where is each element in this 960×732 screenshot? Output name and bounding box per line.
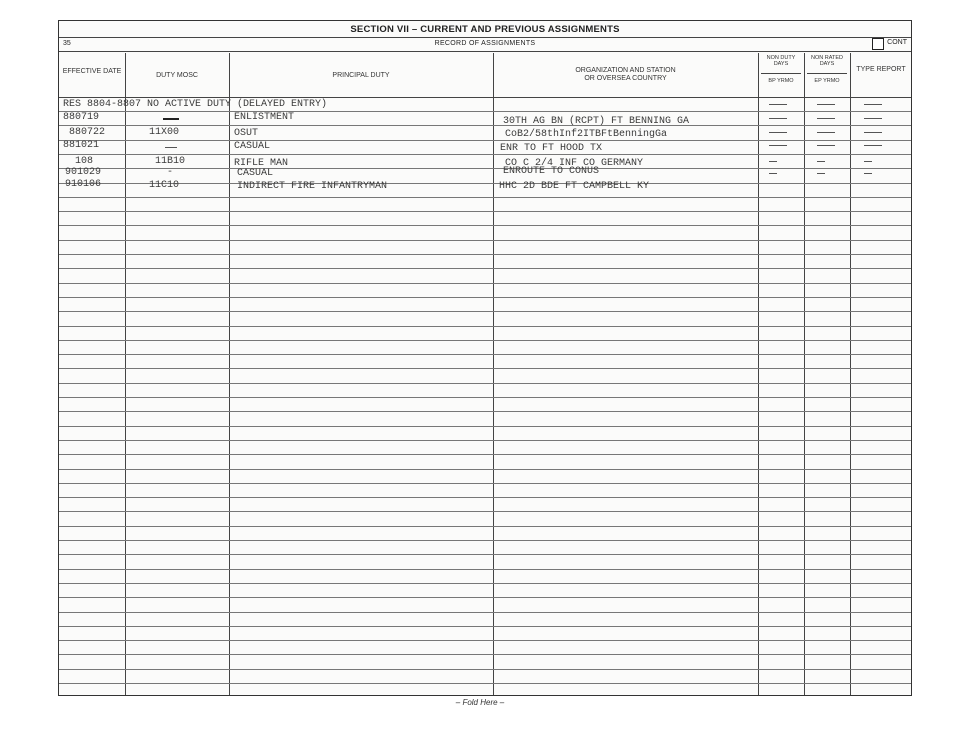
ruled-line [59,569,911,570]
ruled-line [59,669,911,670]
day-dash-mark [864,104,882,105]
column-divider [229,53,230,695]
row-3-org: ENR TO FT HOOD TX [500,143,603,154]
header-non-rated-days: NON RATED DAYS [811,55,843,67]
row-5-date: 901029 [65,167,102,178]
ruled-line [59,154,911,155]
column-divider [493,53,494,695]
ruled-line [59,254,911,255]
ruled-line [59,326,911,327]
ruled-line [59,383,911,384]
ruled-line [59,654,911,655]
row-4-date: 108 [75,156,94,167]
day-dash-mark [769,132,787,133]
ruled-line [59,640,911,641]
item-number: 35 [63,40,71,47]
day-dash-mark [864,161,872,162]
ruled-line [59,483,911,484]
row-6-mosc: 11C10 [149,180,180,191]
header-principal-duty: PRINCIPAL DUTY [332,72,390,79]
header-bottom-border [59,97,911,98]
row-2-date: 880722 [69,127,106,138]
ruled-line [59,125,911,126]
row-6-duty: INDIRECT FIRE INFANTRYMAN [237,181,388,192]
cont-label: CONT [887,39,907,46]
ruled-line [59,354,911,355]
assignment-record-form [58,20,912,696]
header-organization-line1: ORGANIZATION AND STATION [575,67,676,74]
day-dash-mark [817,118,835,119]
ruled-line [59,612,911,613]
day-dash-mark [769,118,787,119]
cont-checkbox[interactable] [872,38,884,50]
header-non-duty-days: NON DUTY DAYS [766,55,796,67]
day-dash-mark [817,132,835,133]
row-delayed-entry: RES 8804-8807 NO ACTIVE DUTY (DELAYED ENTRY) [63,99,328,110]
column-divider [758,53,759,695]
header-type-report: TYPE REPORT [856,66,906,73]
fold-here-label: – Fold Here – [455,698,505,707]
ruled-line [59,411,911,412]
ruled-line [59,368,911,369]
row-2-mosc: 11X00 [149,127,180,138]
day-dash-mark [864,145,882,146]
ruled-line [59,540,911,541]
row-3-mosc-dash [165,147,177,148]
divider [59,51,911,52]
record-title: RECORD OF ASSIGNMENTS [434,40,536,47]
row-1-mosc-dash [163,118,179,120]
divider [59,37,911,38]
ruled-line [59,311,911,312]
column-divider [125,53,126,695]
day-dash-mark [817,161,825,162]
ruled-line [59,583,911,584]
row-1-org: 30TH AG BN (RCPT) FT BENNING GA [503,116,690,127]
day-dash-mark [817,145,835,146]
row-4-org: CO C 2/4 INF CO GERMANY [505,158,644,169]
day-dash-mark [817,173,825,174]
ruled-line [59,211,911,212]
ruled-line [59,240,911,241]
column-divider [804,53,805,695]
ruled-line [59,526,911,527]
ruled-line [59,225,911,226]
header-duty-mosc: DUTY MOSC [156,72,198,79]
row-4-duty: RIFLE MAN [234,158,289,169]
day-dash-mark [769,104,787,105]
ruled-line [59,140,911,141]
ruled-line [59,440,911,441]
header-bp-yrmo: BP YRMO [768,78,794,84]
ruled-line [59,626,911,627]
ruled-line [59,111,911,112]
ruled-line [59,340,911,341]
ruled-line [59,168,911,169]
day-dash-mark [864,118,882,119]
section-title: SECTION VII – CURRENT AND PREVIOUS ASSIGNMENTS [350,24,620,35]
ruled-line [59,554,911,555]
row-6-date: 910106 [65,179,102,190]
row-1-duty: ENLISTMENT [234,112,295,123]
row-2-org: CoB2/58thInf2ITBFtBenningGa [505,129,668,140]
day-dash-mark [769,161,777,162]
ruled-line [59,597,911,598]
ruled-line [59,297,911,298]
ruled-line [59,454,911,455]
row-3-date: 881021 [63,140,100,151]
column-divider [850,53,851,695]
day-dash-mark [864,132,882,133]
ruled-line [59,469,911,470]
ruled-line [59,497,911,498]
day-dash-mark [769,173,777,174]
row-5-duty: CASUAL [237,168,274,179]
row-4-mosc: 11B10 [155,156,186,167]
row-2-duty: OSUT [234,128,259,139]
row-3-duty: CASUAL [234,141,271,152]
ruled-line [59,283,911,284]
row-5-mosc: - [167,167,174,178]
day-dash-mark [817,104,835,105]
ruled-line [59,426,911,427]
divider [761,73,801,74]
ruled-line [59,511,911,512]
row-1-date: 880719 [63,112,100,123]
header-organization-line2: OR OVERSEA COUNTRY [584,75,667,82]
ruled-line [59,268,911,269]
ruled-line [59,397,911,398]
day-dash-mark [769,145,787,146]
row-6-org: HHC 2D BDE FT CAMPBELL KY [499,181,650,192]
ruled-line [59,683,911,684]
ruled-line [59,183,911,184]
day-dash-mark [864,173,872,174]
header-ep-yrmo: EP YRMO [814,78,840,84]
ruled-line [59,197,911,198]
row-5-org: ENROUTE TO CONUS [503,166,600,177]
header-effective-date: EFFECTIVE DATE [62,68,122,75]
divider [807,73,847,74]
